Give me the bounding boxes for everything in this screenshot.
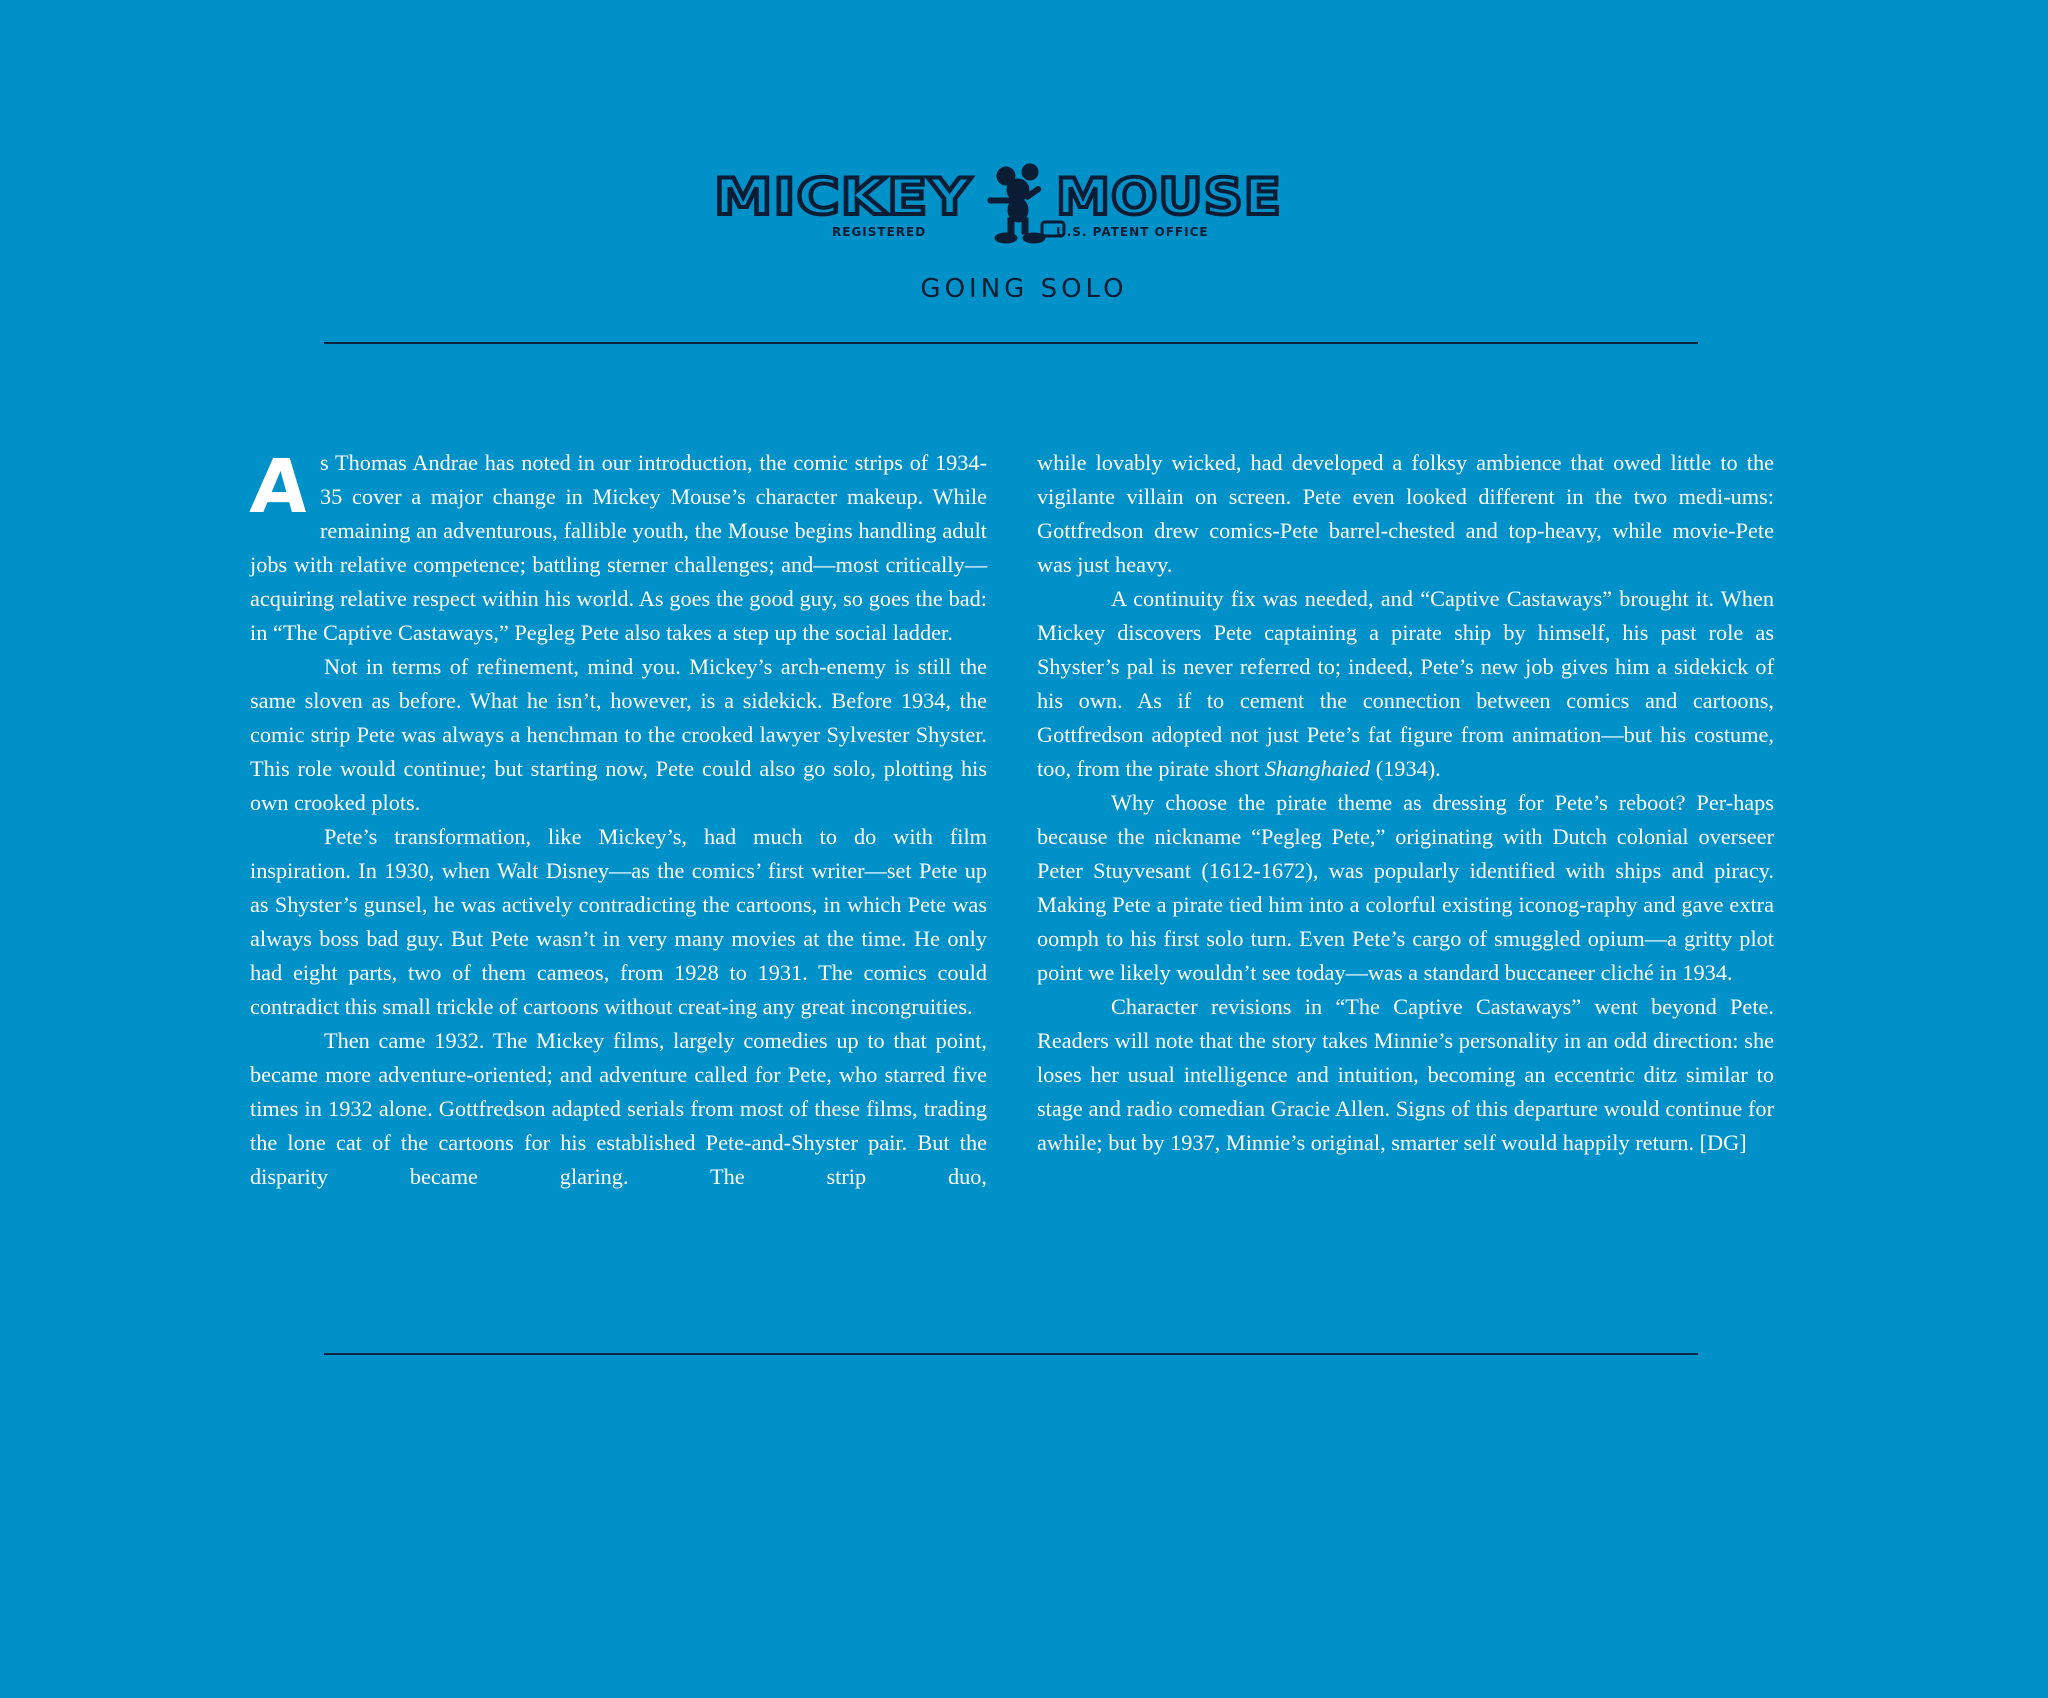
right-column — [1037, 446, 1774, 1160]
mickey-mouse-logo — [712, 162, 1284, 244]
page-subtitle: GOING SOLO — [920, 274, 1128, 304]
paragraph-text: s Thomas Andrae has noted in our introduction, the comic strips of 1934-35 cover a major change in Mickey Mouse’s character makeup. While remaining an adventurous, fallible youth, the Mouse begins handling adult jobs with relative competence; battling sterner challenges; and—most critically—acquiring relative respect within his world. As goes the good guy, so goes the bad: in “The Captive Castaways,” Pegleg Pete also takes a step up the social ladder. — [250, 450, 987, 645]
left-column — [247, 444, 987, 1194]
film-title: Shanghaied — [1264, 756, 1371, 781]
logo-registered: REGISTERED — [832, 225, 927, 239]
paragraph: Why choose the pirate theme as dressing for Pete’s reboot? Per-haps because the nickname “Pegleg Pete,” originating with Dutch colonial overseer Peter Stuyvesant (1612-1672), was popularly identified with ships and piracy. Making Pete a pirate tied him into a colorful existing iconog-raphy and gave extra oomph to his first solo turn. Even Pete’s cargo of smuggled opium—a gritty plot point we likely wouldn’t see today—was a standard buccaneer cliché in 1934. — [1037, 790, 1774, 985]
logo-word-left: MICKEY — [714, 168, 972, 226]
logo-graphic — [712, 162, 1284, 244]
paragraph: Then came 1932. The Mickey films, largely comedies up to that point, became more adventure-oriented; and adventure called for Pete, who starred five times in 1932 alone. Gottfredson adapted serials from most of these films, trading the lone cat of the cartoons for his established Pete-and-Shyster pair. But the disparity became glaring. The strip duo, — [250, 1028, 987, 1189]
paragraph: Character revisions in “The Captive Castaways” went beyond Pete. Readers will note that the story takes Minnie’s personality in an odd direction: she loses her usual intelligence and intuition, becoming an eccentric ditz similar to stage and radio comedian Gracie Allen. Signs of this departure would continue for awhile; but by 1937, Minnie’s original, smarter self would happily return. [DG] — [1037, 994, 1774, 1155]
paragraph-text: A continuity fix was needed, and “Captive Castaways” brought it. When Mickey discovers Pete captaining a pirate ship by himself, his past role as Shyster’s pal is never referred to; indeed, Pete’s new job gives him a sidekick of his own. As if to cement the connection between comics and cartoons, Gottfredson adopted not just Pete’s fat figure from animation—but his costume, too, from the pirate short — [1037, 586, 1774, 781]
mickey-mouse-figure-icon — [988, 164, 1064, 243]
paragraph: Pete’s transformation, like Mickey’s, had much to do with film inspiration. In 1930, when Walt Disney—as the comics’ first writer—set Pete up as Shyster’s gunsel, he was actively contradicting the cartoons, in which Pete was always boss bad guy. But Pete wasn’t in very many movies at the time. He only had eight parts, two of them cameos, from 1928 to 1931. The comics could contradict this small trickle of cartoons without creat-ing any great incongruities. — [250, 824, 987, 1019]
drop-cap: A — [247, 444, 312, 530]
paragraph — [1037, 582, 1774, 786]
logo-word-right: MOUSE — [1056, 168, 1282, 226]
logo-patent: U.S. PATENT OFFICE — [1056, 225, 1209, 239]
paragraph — [247, 444, 987, 650]
bottom-divider — [324, 1353, 1698, 1355]
paragraph-text: (1934). — [1370, 756, 1441, 781]
top-divider — [324, 342, 1698, 344]
paragraph: while lovably wicked, had developed a folksy ambience that owed little to the vigilante villain on screen. Pete even looked different in the two medi-ums: Gottfredson drew comics-Pete barrel-chested and top-heavy, while movie-Pete was just heavy. — [1037, 450, 1774, 577]
paragraph: Not in terms of refinement, mind you. Mickey’s arch-enemy is still the same sloven as before. What he isn’t, however, is a sidekick. Before 1934, the comic strip Pete was always a henchman to the crooked lawyer Sylvester Shyster. This role would continue; but starting now, Pete could also go solo, plotting his own crooked plots. — [250, 654, 987, 815]
